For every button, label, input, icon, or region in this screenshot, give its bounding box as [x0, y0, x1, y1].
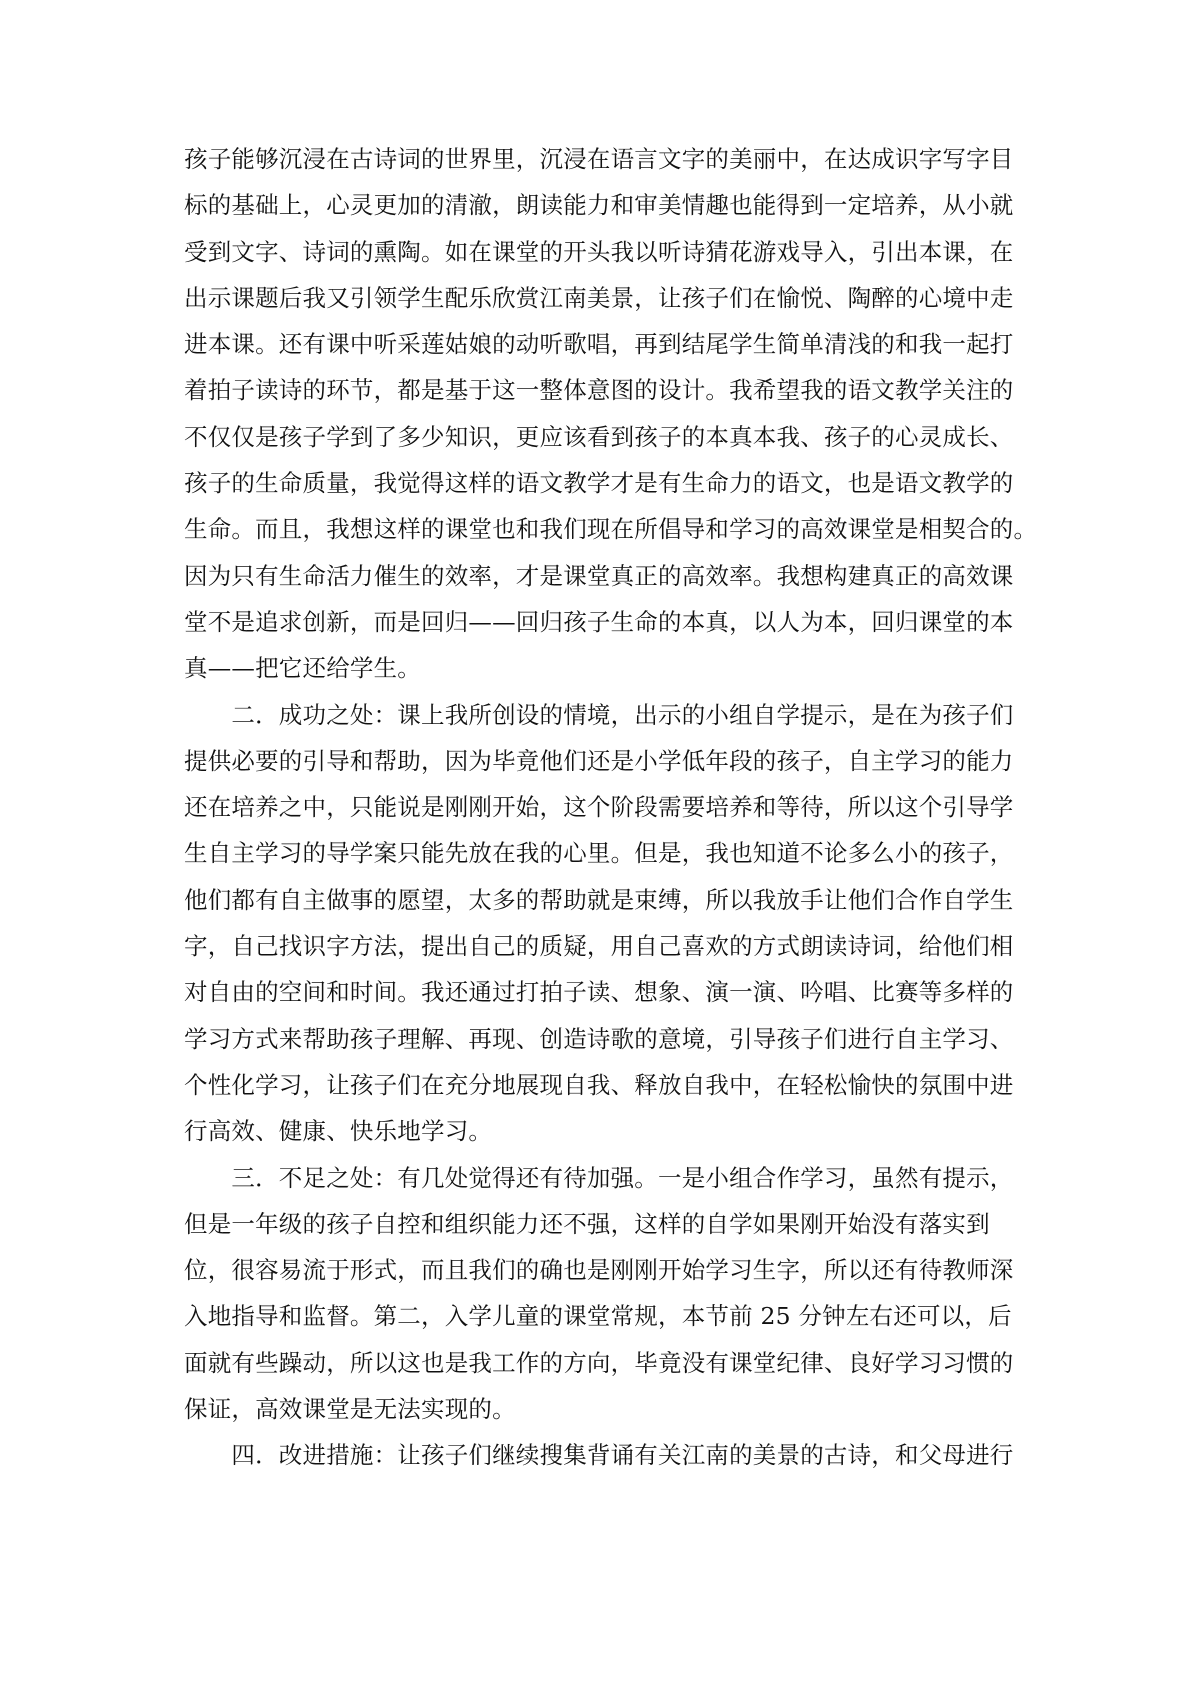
section-heading-line: 二．成功之处：课上我所创设的情境，出示的小组自学提示，是在为孩子们 [184, 700, 1014, 729]
text-line: 孩子的生命质量，我觉得这样的语文教学才是有生命力的语文，也是语文教学的 [184, 469, 1014, 498]
text-line: 因为只有生命活力催生的效率，才是课堂真正的高效率。我想构建真正的高效课 [184, 561, 1014, 590]
text-line: 行高效、健康、快乐地学习。 [184, 1117, 493, 1146]
text-line: 提供必要的引导和帮助，因为毕竟他们还是小学低年段的孩子，自主学习的能力 [184, 746, 1014, 775]
text-line: 个性化学习，让孩子们在充分地展现自我、释放自我中，在轻松愉快的氛围中进 [184, 1070, 1014, 1099]
text-line: 生自主学习的导学案只能先放在我的心里。但是，我也知道不论多么小的孩子， [184, 839, 1014, 868]
text-line: 面就有些躁动，所以这也是我工作的方向，毕竟没有课堂纪律、良好学习习惯的 [184, 1348, 1014, 1377]
text-line: 位，很容易流于形式，而且我们的确也是刚刚开始学习生字，所以还有待教师深 [184, 1256, 1014, 1285]
text-line: 对自由的空间和时间。我还通过打拍子读、想象、演一演、吟唱、比赛等多样的 [184, 978, 1014, 1007]
text-line: 出示课题后我又引领学生配乐欣赏江南美景，让孩子们在愉悦、陶醉的心境中走 [184, 283, 1014, 312]
body-text [184, 136, 1038, 1479]
text-line: 字，自己找识字方法，提出自己的质疑，用自己喜欢的方式朗读诗词，给他们相 [184, 932, 1014, 961]
text-line: 孩子能够沉浸在古诗词的世界里，沉浸在语言文字的美丽中，在达成识字写字目 [184, 145, 1014, 173]
text-line: 但是一年级的孩子自控和组织能力还不强，这样的自学如果刚开始没有落实到 [184, 1209, 990, 1238]
text-line: 入地指导和监督。第二，入学儿童的课堂常规，本节前 25 分钟左右还可以，后 [184, 1302, 1012, 1331]
text-line: 受到文字、诗词的熏陶。如在课堂的开头我以听诗猜花游戏导入，引出本课，在 [184, 237, 1014, 266]
text-line: 生命。而且，我想这样的课堂也和我们现在所倡导和学习的高效课堂是相契合的。 [184, 515, 1038, 544]
section-heading-line: 三．不足之处：有几处觉得还有待加强。一是小组合作学习，虽然有提示， [184, 1163, 1014, 1192]
text-line: 进本课。还有课中听采莲姑娘的动听歌唱，再到结尾学生简单清浅的和我一起打 [184, 330, 1014, 359]
text-line: 堂不是追求创新，而是回归——回归孩子生命的本真，以人为本，回归课堂的本 [184, 607, 1014, 636]
text-line: 标的基础上，心灵更加的清澈，朗读能力和审美情趣也能得到一定培养，从小就 [184, 191, 1014, 220]
text-line: 还在培养之中，只能说是刚刚开始，这个阶段需要培养和等待，所以这个引导学 [184, 793, 1014, 822]
text-line: 不仅仅是孩子学到了多少知识，更应该看到孩子的本真本我、孩子的心灵成长、 [184, 422, 1014, 451]
text-line: 学习方式来帮助孩子理解、再现、创造诗歌的意境，引导孩子们进行自主学习、 [184, 1024, 1014, 1053]
text-line: 他们都有自主做事的愿望，太多的帮助就是束缚，所以我放手让他们合作自学生 [184, 885, 1014, 914]
text-line: 真——把它还给学生。 [184, 654, 421, 683]
text-line: 着拍子读诗的环节，都是基于这一整体意图的设计。我希望我的语文教学关注的 [184, 376, 1014, 405]
text-line: 保证，高效课堂是无法实现的。 [184, 1395, 516, 1424]
section-heading-line: 四．改进措施：让孩子们继续搜集背诵有关江南的美景的古诗，和父母进行 [184, 1441, 1014, 1470]
